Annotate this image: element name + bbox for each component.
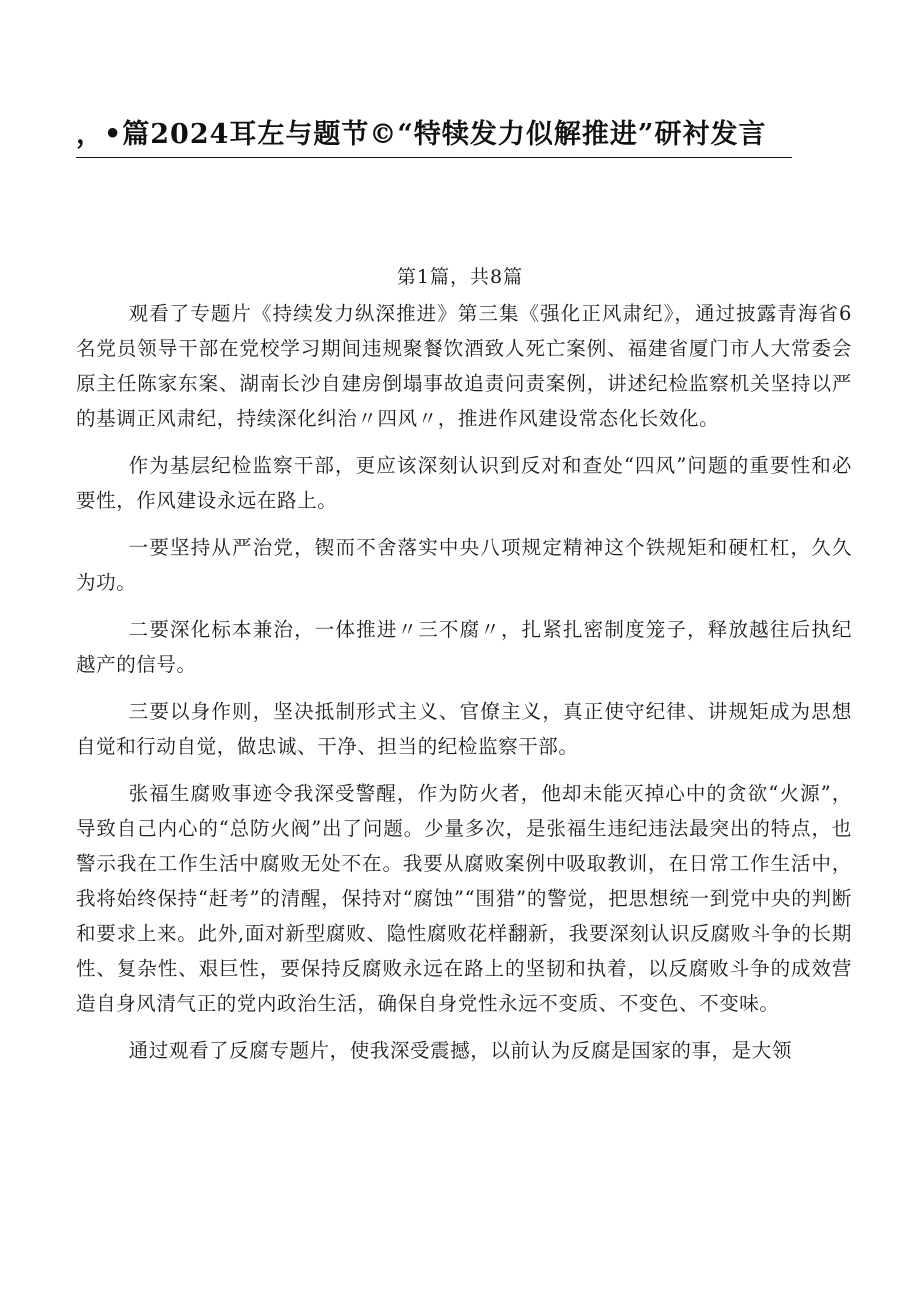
paragraph: 作为基层纪检监察干部，更应该深刻认识到反对和查处“四风”问题的重要性和必要性，作风建设永远在路上。 <box>76 454 852 512</box>
document-title: ，•篇2024耳左与题节©“特犊发力似解推进”研衬发言 <box>76 112 792 158</box>
paragraph: 二要深化标本兼治，一体推进〃三不腐〃，扎紧扎密制度笼子，释放越往后执纪越产的信号。 <box>76 618 852 676</box>
document-body <box>76 296 852 1080</box>
paragraph: 张福生腐败事迹令我深受警醒，作为防火者，他却未能灭掉心中的贪欲“火源”，导致自己内心的“总防火阀”出了问题。少量多次，是张福生违纪违法最突出的特点，也警示我在工作生活中腐败无处不在。我要从腐败案例中吸取教训，在日常工作生活中，我将始终保持“赶考”的清醒，保持对“腐蚀”“围猎”的警觉，把思想统一到党中央的判断和要求上来。此外,面对新型腐败、隐性腐败花样翻新，我要深刻认识反腐败斗争的长期性、复杂性、艰巨性，要保持反腐败永远在路上的坚韧和执着，以反腐败斗争的成效营造自身风清气正的党内政治生活，确保自身党性永远不变质、不变色、不变味。 <box>76 782 852 1015</box>
paragraph: 通过观看了反腐专题片，使我深受震撼，以前认为反腐是国家的事，是大领 <box>128 1039 792 1062</box>
page-indicator: 第1篇，共8篇 <box>396 266 524 288</box>
paragraph: 观看了专题片《持续发力纵深推进》第三集《强化正风肃纪》，通过披露青海省6名党员领导干部在党校学习期间违规聚餐饮酒致人死亡案例、福建省厦门市人大常委会原主任陈家东案、湖南长沙自建房倒塌事故追责问责案例，讲述纪检监察机关坚持以严的基调正风肃纪，持续深化纠治〃四风〃，推进作风建设常态化长效化。 <box>76 302 852 430</box>
paragraph: 三要以身作则，坚决抵制形式主义、官僚主义，真正使守纪律、讲规矩成为思想自觉和行动自觉，做忠诚、干净、担当的纪检监察干部。 <box>76 700 852 758</box>
paragraph: 一要坚持从严治党，锲而不舍落实中央八项规定精神这个铁规矩和硬杠杠，久久为功。 <box>76 536 852 594</box>
